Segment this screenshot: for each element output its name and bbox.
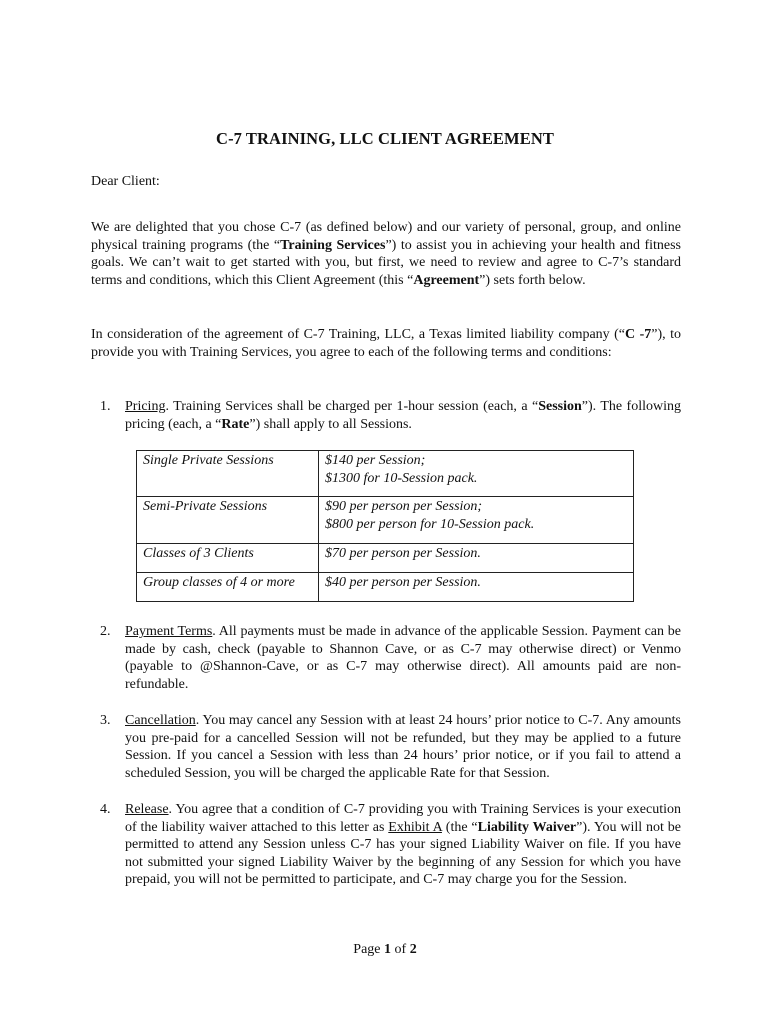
rate-cell: $90 per person per Session; $800 per person for 10-Session pack. (319, 497, 634, 544)
session-type-cell: Single Private Sessions (137, 451, 319, 497)
session-type-cell: Group classes of 4 or more (137, 573, 319, 602)
item-number: 1. (100, 399, 111, 414)
session-type-cell: Semi-Private Sessions (137, 497, 319, 544)
table-row (137, 497, 634, 544)
item-heading: Payment Terms (125, 624, 213, 639)
table-row (137, 451, 634, 497)
rate-cell: $140 per Session; $1300 for 10-Session pack. (319, 451, 634, 497)
salutation: Dear Client: (91, 174, 160, 189)
list-item (100, 398, 681, 433)
consideration-paragraph: In consideration of the agreement of C-7 Training, LLC, a Texas limited liability company (“C -7”), to provide you with Training Services, you agree to each of the following terms and conditions: (91, 327, 682, 360)
intro-paragraph: We are delighted that you chose C-7 (as defined below) and our variety of personal, group, and online physical training programs (the “Training Services”) to assist you in achieving your health and fitness goals. We can’t wait to get started with you, but first, we need to review and agree to C-7’s standard terms and conditions, which this Client Agreement (this “Agreement”) sets forth below. (91, 220, 682, 288)
list-item (100, 712, 681, 782)
item-text: Cancellation. You may cancel any Session with at least 24 hours’ prior notice to C-7. Any amounts you pre-paid for a cancelled Session will not be refunded, but they may be applied to a future Session. If you cancel a Session with less than 24 hours’ prior notice, or if you fail to attend a scheduled Session, you will be charged the applicable Rate for that Session. (125, 713, 681, 781)
exhibit-reference: Exhibit A (388, 819, 442, 835)
document-title: C-7 TRAINING, LLC CLIENT AGREEMENT (216, 129, 554, 148)
item-number: 2. (100, 624, 111, 639)
item-number: 4. (100, 802, 111, 817)
rate-cell: $40 per person per Session. (319, 573, 634, 602)
item-heading: Cancellation (125, 713, 196, 728)
item-heading: Release (125, 802, 169, 817)
item-text: Payment Terms. All payments must be made in advance of the applicable Session. Payment can be made by cash, check (payable to Shannon Cave, or as C-7 may otherwise direct) or Venmo (payable to @Shannon-Cave, or as C-7 may otherwise direct). All amounts paid are non-refundable. (125, 624, 681, 692)
list-item (100, 801, 681, 889)
pricing-table (136, 450, 634, 602)
session-type-cell: Classes of 3 Clients (137, 544, 319, 573)
item-text: Release. You agree that a condition of C-7 providing you with Training Services is your execution of the liability waiver attached to this letter as Exhibit A (the “Liability Waiver”). You will not be permitted to attend any Session unless C-7 has your signed Liability Waiver on file. If you have not submitted your signed Liability Waiver by the beginning of any Session for which you have prepaid, you will not be permitted to participate, and C-7 may charge you for the Session. (125, 802, 682, 888)
page-number: Page 1 of 2 (353, 942, 417, 957)
item-heading: Pricing (125, 399, 166, 414)
item-number: 3. (100, 713, 111, 728)
table-row (137, 544, 634, 573)
table-row (137, 573, 634, 602)
list-item (100, 623, 681, 693)
rate-cell: $70 per person per Session. (319, 544, 634, 573)
item-text: Pricing. Training Services shall be charged per 1-hour session (each, a “Session”). The following pricing (each, a “Rate”) shall apply to all Sessions. (125, 399, 681, 432)
